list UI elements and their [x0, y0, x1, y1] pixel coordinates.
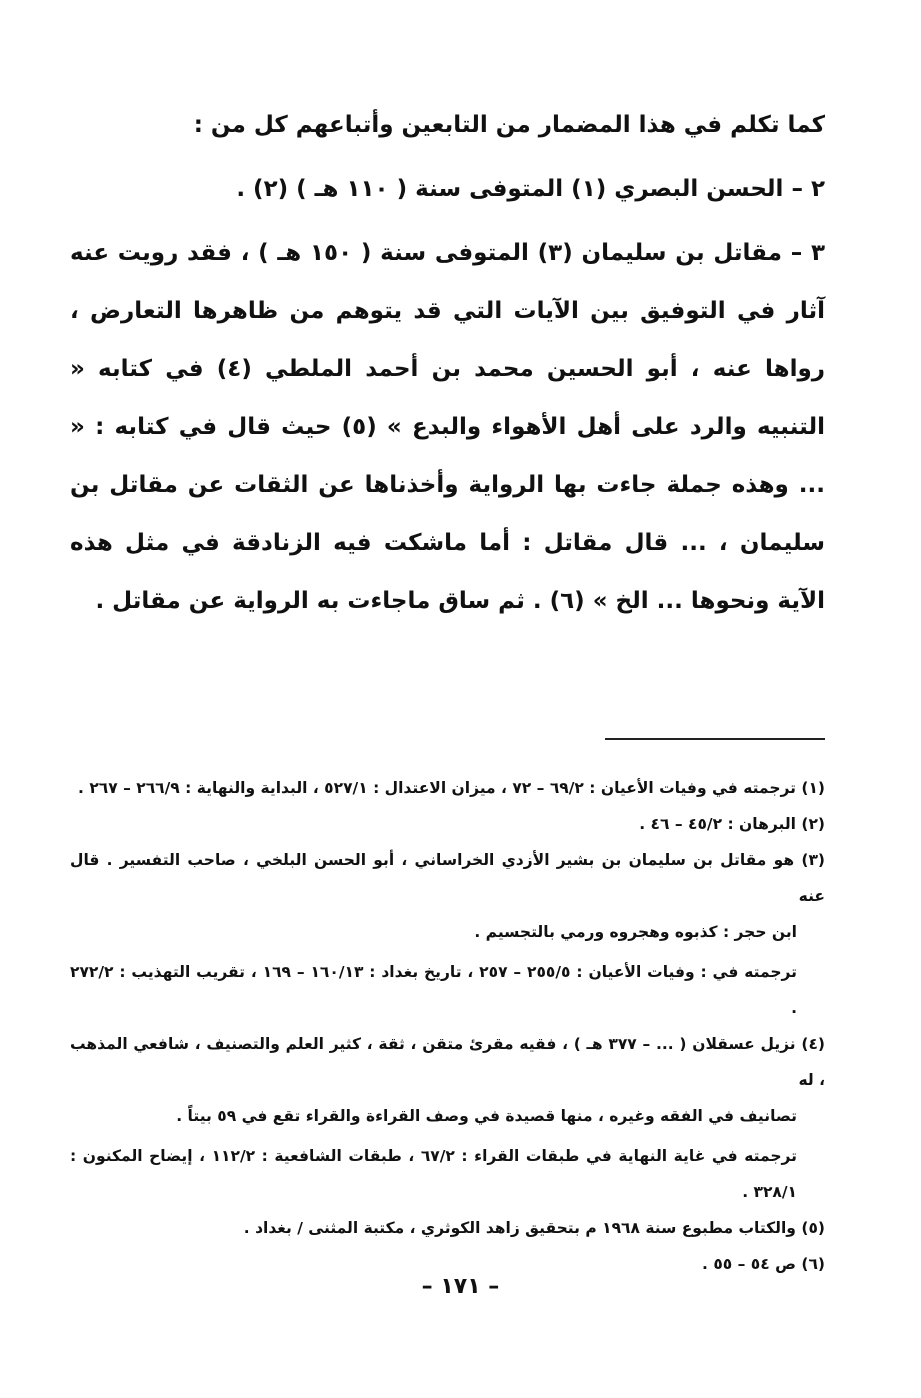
footnote-6: (٦) ص ٥٤ – ٥٥ . — [702, 1255, 825, 1273]
footnote-3-continued: ابن حجر : كذبوه وهجروه ورمي بالتجسيم . — [474, 923, 797, 941]
footnote-3: (٣) هو مقاتل بن سليمان بن بشير الأزدي الخراساني ، أبو الحسن البلخي ، صاحب التفسير . قال عنه — [70, 851, 825, 905]
footnote-separator — [605, 738, 825, 740]
footnote-2: (٢) البرهان : ٤٥/٢ – ٤٦ . — [639, 815, 825, 833]
footnote-4-sources: ترجمته في غاية النهاية في طبقات القراء : ٦٧/٢ ، طبقات الشافعية : ١١٢/٢ ، إيضاح المكنون : ٣٢٨/١ . — [70, 1147, 797, 1201]
item-hasan-basri: ٢ – الحسن البصري (١) المتوفى سنة ( ١١٠ هـ ) (٢) . — [236, 176, 825, 202]
footnote-3-sources: ترجمته في : وفيات الأعيان : ٢٥٥/٥ – ٢٥٧ ، تاريخ بغداد : ١٦٠/١٣ – ١٦٩ ، تقريب التهذيب : ٢٧٢/٢ . — [70, 963, 797, 1017]
item-muqatil: ٣ – مقاتل بن سليمان (٣) المتوفى سنة ( ١٥٠ هـ ) ، فقد رويت عنه آثار في التوفيق بين الآيات التي قد يتوهم من ظاهرها التعارض ، رواها عنه ، أبو الحسين محمد بن أحمد الملطي (٤) في كتابه « التنبيه والرد على أهل الأهواء والبدع » (٥) حيث قال في كتابه : « ... وهذه جملة جاءت بها الرواية وأخذناها عن الثقات عن مقاتل بن سليمان ، ... قال مقاتل : أما ماشكت فيه الزنادقة في مثل هذه الآية ونحوها ... الخ » (٦) . ثم ساق ماجاءت به الرواية عن مقاتل . — [70, 240, 825, 614]
main-text — [70, 96, 825, 636]
intro-paragraph: كما تكلم في هذا المضمار من التابعين وأتباعهم كل من : — [193, 112, 825, 138]
footnote-4: (٤) نزيل عسقلان ( ... – ٣٧٧ هـ ) ، فقيه مقرئ متقن ، ثقة ، كثير العلم والتصنيف ، شافعي المذهب ، له — [70, 1035, 826, 1089]
footnotes — [70, 770, 825, 1282]
page-number: – ١٧١ – — [421, 1274, 500, 1299]
footnote-5: (٥) والكتاب مطبوع سنة ١٩٦٨ م بتحقيق زاهد الكوثري ، مكتبة المثنى / بغداد . — [243, 1219, 825, 1237]
footnote-4-continued: تصانيف في الفقه وغيره ، منها قصيدة في وصف القراءة والقراء تقع في ٥٩ بيتاً . — [176, 1107, 797, 1125]
footnote-1: (١) ترجمته في وفيات الأعيان : ٦٩/٢ – ٧٢ ، ميزان الاعتدال : ٥٢٧/١ ، البداية والنهاية : ٢٦٦/٩ – ٢٦٧ . — [78, 779, 825, 797]
